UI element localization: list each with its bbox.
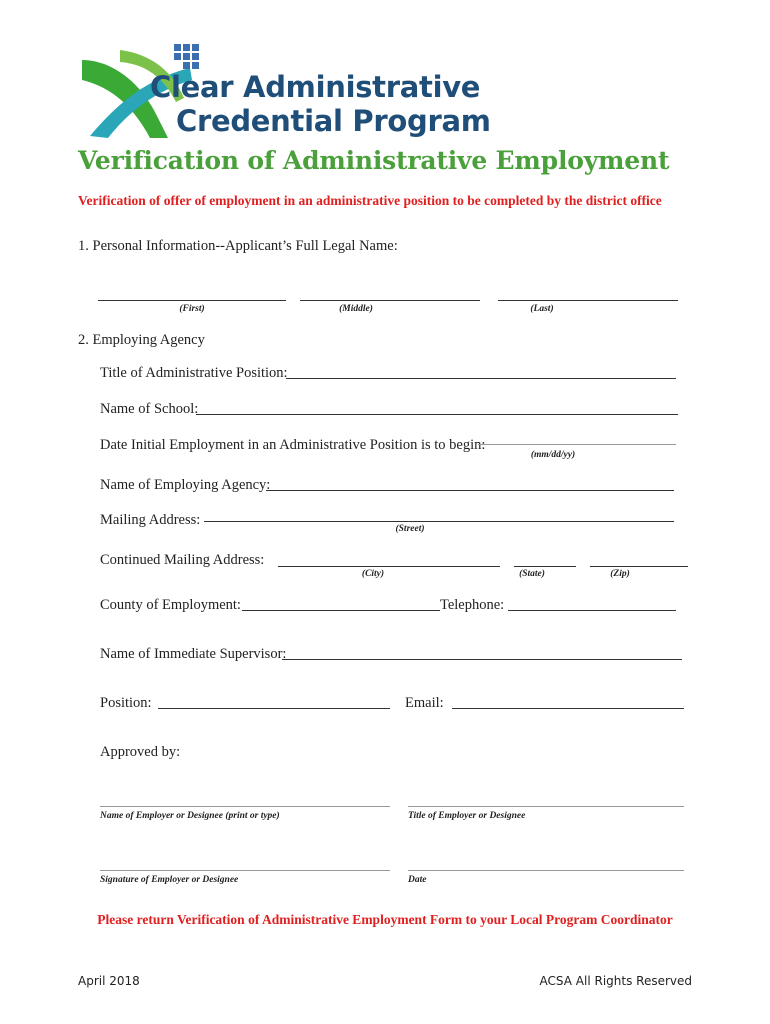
- last-caption: (Last): [530, 304, 554, 314]
- state-field[interactable]: [514, 566, 576, 567]
- mailing-label: Mailing Address:: [100, 512, 201, 528]
- email-label: Email:: [405, 695, 444, 711]
- school-label: Name of School:: [100, 401, 199, 417]
- school-field[interactable]: [196, 414, 678, 415]
- footer-date: April 2018: [78, 974, 140, 988]
- logo-grid-icon: [174, 44, 199, 69]
- supervisor-label: Name of Immediate Supervisor:: [100, 646, 287, 662]
- title-position-label: Title of Administrative Position:: [100, 365, 288, 381]
- supervisor-field[interactable]: [282, 659, 682, 660]
- zip-caption: (Zip): [610, 569, 630, 579]
- first-name-field[interactable]: [98, 300, 286, 301]
- last-name-field[interactable]: [498, 300, 678, 301]
- date-field[interactable]: [408, 870, 684, 871]
- return-instructions: Please return Verification of Administrative Employment Form to your Local Program Coordinator: [97, 912, 673, 927]
- footer-copyright: ACSA All Rights Reserved: [539, 974, 692, 988]
- street-caption: (Street): [395, 524, 425, 534]
- logo-text-line-2: Credential Program: [176, 104, 491, 138]
- position-label: Position:: [100, 695, 152, 711]
- street-field[interactable]: [204, 521, 674, 522]
- city-field[interactable]: [278, 566, 500, 567]
- first-caption: (First): [179, 304, 205, 314]
- telephone-label: Telephone:: [440, 597, 505, 613]
- approved-label: Approved by:: [100, 744, 181, 760]
- telephone-field[interactable]: [508, 610, 676, 611]
- title-position-field[interactable]: [286, 378, 676, 379]
- county-label: County of Employment:: [100, 597, 241, 613]
- county-field[interactable]: [242, 610, 440, 611]
- signature-field[interactable]: [100, 870, 390, 871]
- middle-caption: (Middle): [339, 304, 373, 314]
- section2-label: 2. Employing Agency: [78, 332, 205, 348]
- employer-title-field[interactable]: [408, 806, 684, 807]
- page-subtitle: Verification of offer of employment in an administrative position to be completed by the district office: [78, 193, 662, 208]
- page-title: Verification of Administrative Employment: [78, 146, 670, 175]
- logo-text-line-1: Clear Administrative: [150, 70, 481, 104]
- agency-label: Name of Employing Agency:: [100, 477, 271, 493]
- employer-name-field[interactable]: [100, 806, 390, 807]
- city-caption: (City): [361, 569, 385, 579]
- email-field[interactable]: [452, 708, 684, 709]
- continued-label: Continued Mailing Address:: [100, 552, 265, 568]
- section1-label: 1. Personal Information--Applicant’s Full Legal Name:: [78, 238, 398, 254]
- zip-field[interactable]: [590, 566, 688, 567]
- employer-name-caption: Name of Employer or Designee (print or type): [100, 811, 280, 821]
- date-begin-field[interactable]: [478, 444, 676, 445]
- date-caption: (mm/dd/yy): [530, 450, 576, 460]
- state-caption: (State): [519, 569, 545, 579]
- middle-name-field[interactable]: [300, 300, 480, 301]
- date-begin-label: Date Initial Employment in an Administrative Position is to begin:: [100, 437, 486, 453]
- position-field[interactable]: [158, 708, 390, 709]
- agency-field[interactable]: [266, 490, 674, 491]
- employer-title-caption: Title of Employer or Designee: [408, 811, 526, 821]
- date-caption-sig: Date: [408, 875, 427, 885]
- signature-caption: Signature of Employer or Designee: [100, 875, 239, 885]
